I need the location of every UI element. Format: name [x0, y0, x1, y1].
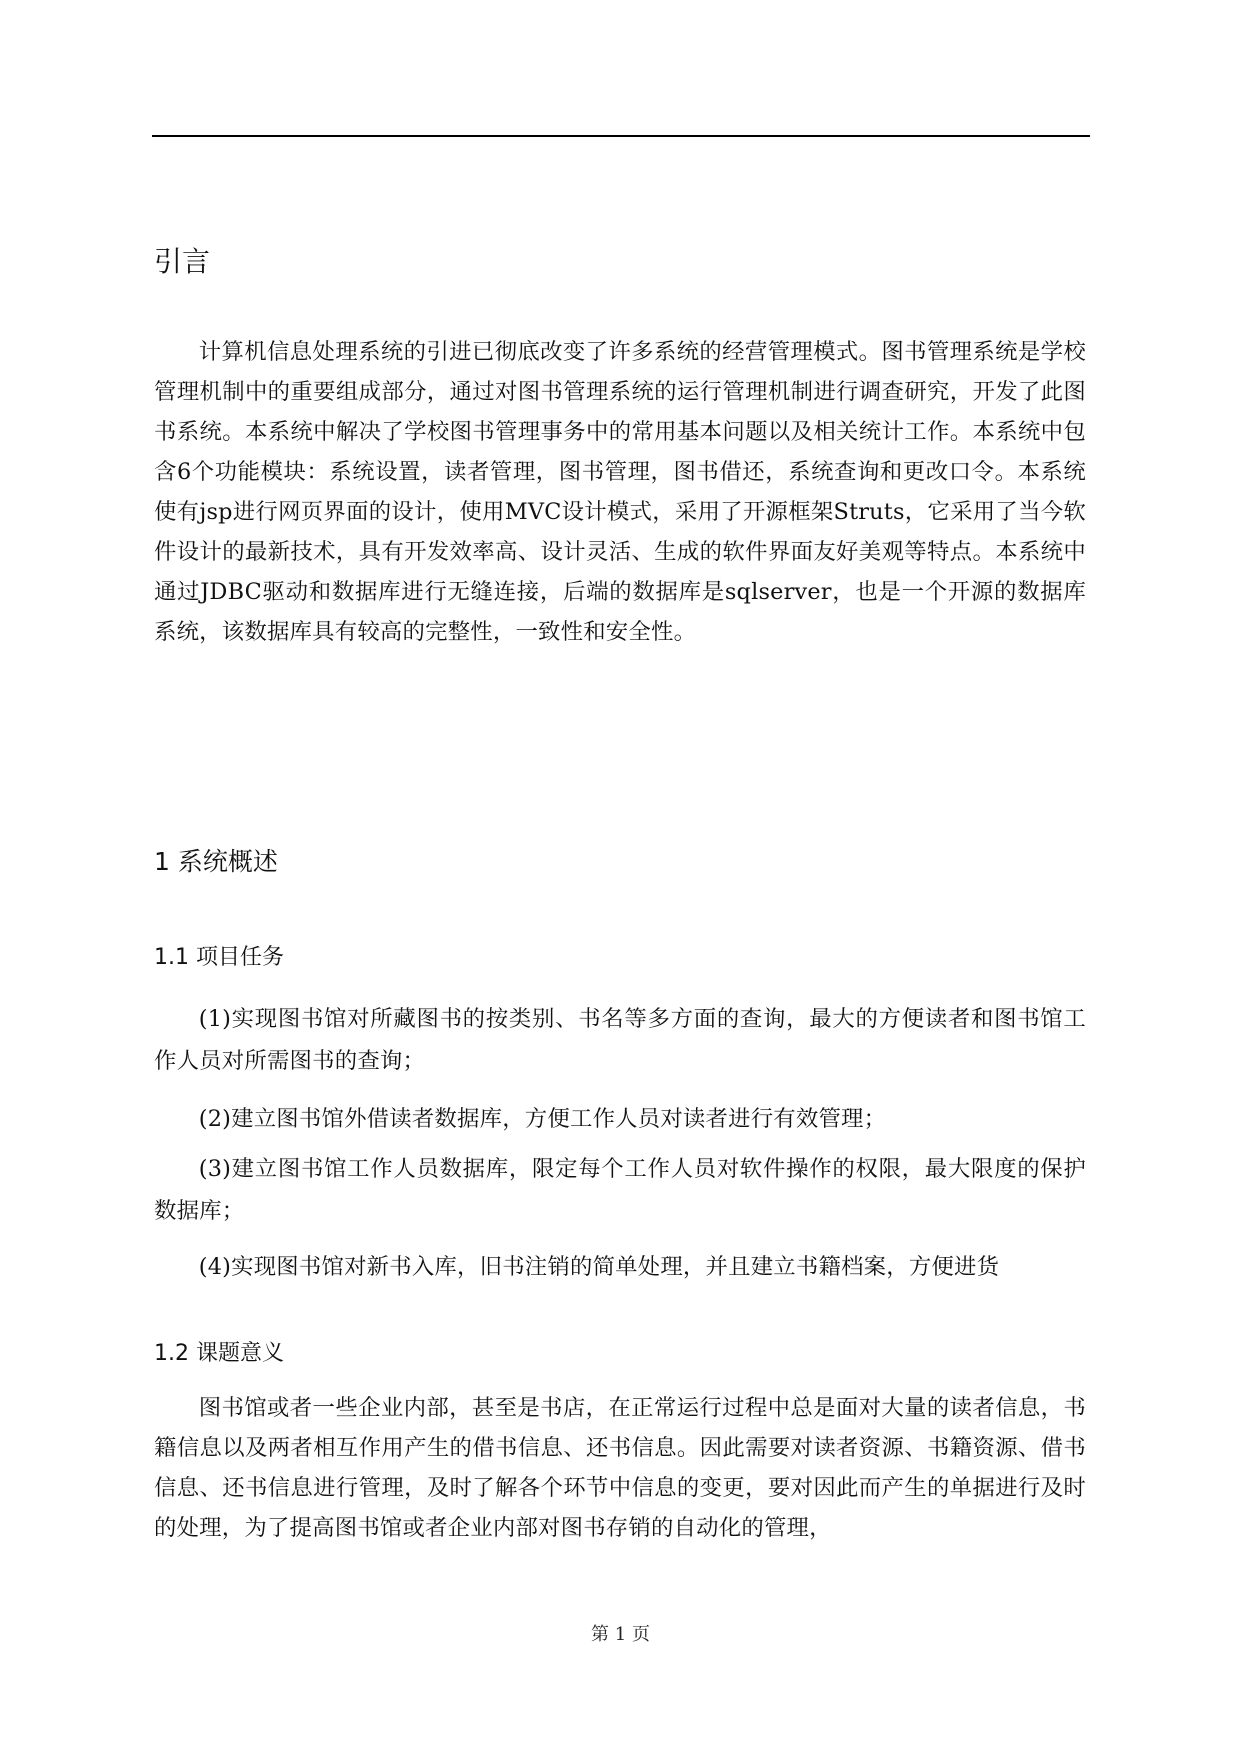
task-item-2: (2)建立图书馆外借读者数据库，方便工作人员对读者进行有效管理；: [198, 1106, 887, 1132]
section-1-1-heading: 1.1 项目任务: [154, 945, 284, 970]
section-1-heading: 1 系统概述: [154, 847, 278, 876]
task-item-1: (1)实现图书馆对所藏图书的按类别、书名等多方面的查询，最大的方便读者和图书馆工作人员对所需图书的查询；: [154, 1006, 1086, 1074]
header-rule: [152, 135, 1090, 137]
intro-heading: 引言: [154, 245, 211, 278]
section-1-2-heading: 1.2 课题意义: [154, 1341, 284, 1366]
significance-paragraph: 图书馆或者一些企业内部，甚至是书店，在正常运行过程中总是面对大量的读者信息，书籍信息以及两者相互作用产生的借书信息、还书信息。因此需要对读者资源、书籍资源、借书信息、还书信息进行管理，及时了解各个环节中信息的变更，要对因此而产生的单据进行及时的处理，为了提高图书馆或者企业内部对图书存销的自动化的管理，: [154, 1395, 1086, 1541]
page-number: 第 1 页: [591, 1624, 650, 1645]
task-item-4: (4)实现图书馆对新书入库，旧书注销的简单处理，并且建立书籍档案，方便进货: [198, 1254, 1000, 1280]
intro-paragraph: 计算机信息处理系统的引进已彻底改变了许多系统的经营管理模式。图书管理系统是学校管理机制中的重要组成部分，通过对图书管理系统的运行管理机制进行调查研究，开发了此图书系统。本系统中解决了学校图书管理事务中的常用基本问题以及相关统计工作。本系统中包含6个功能模块：系统设置，读者管理，图书管理，图书借还，系统查询和更改口令。本系统使有jsp进行网页界面的设计，使用MVC设计模式，采用了开源框架Struts，它采用了当今软件设计的最新技术，具有开发效率高、设计灵活、生成的软件界面友好美观等特点。本系统中通过JDBC驱动和数据库进行无缝连接，后端的数据库是sqlserver，也是一个开源的数据库系统，该数据库具有较高的完整性，一致性和安全性。: [154, 339, 1086, 645]
task-item-3: (3)建立图书馆工作人员数据库，限定每个工作人员对软件操作的权限，最大限度的保护数据库；: [154, 1156, 1086, 1224]
